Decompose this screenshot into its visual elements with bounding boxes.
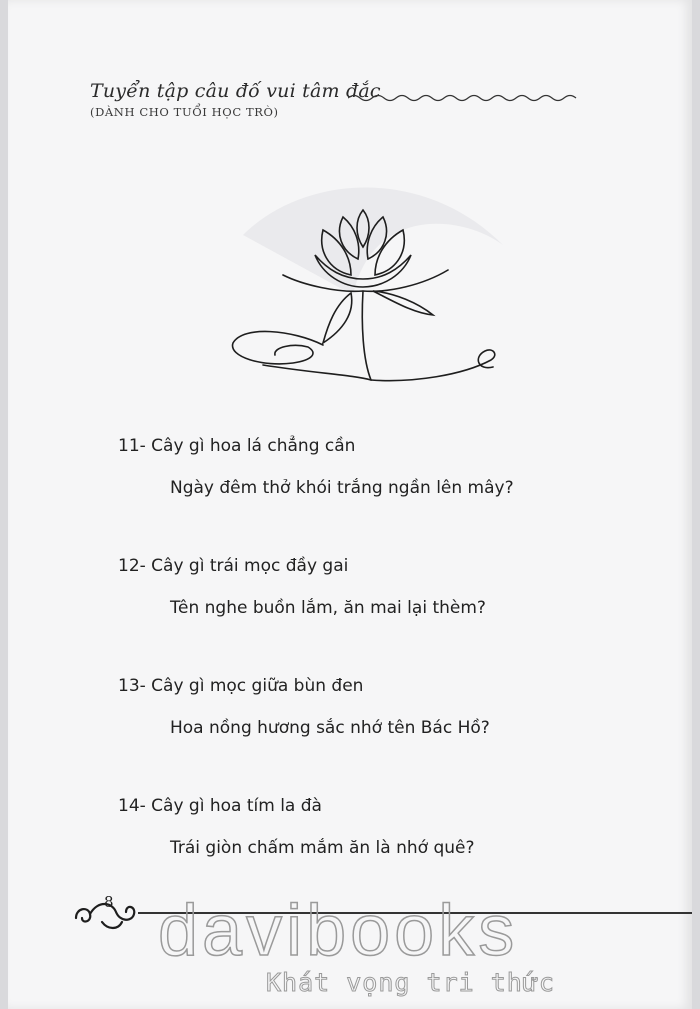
book-subtitle: (DÀNH CHO TUỔI HỌC TRÒ) [90, 105, 279, 119]
riddle-question: 14- Cây gì hoa tím la đà [118, 796, 322, 816]
riddle-question: Ngày đêm thở khói trắng ngần lên mây? [170, 478, 514, 498]
riddle-question: Tên nghe buồn lắm, ăn mai lại thèm? [170, 598, 486, 618]
book-title: Tuyển tập câu đố vui tâm đắc [90, 80, 381, 102]
page-header [90, 80, 381, 119]
riddle-question: 13- Cây gì mọc giữa bùn đen [118, 676, 364, 696]
riddle-12 [118, 556, 486, 618]
watermark-brand: davibooks [158, 891, 519, 971]
riddle-question: Trái giòn chấm mắm ăn là nhớ quê? [170, 838, 475, 858]
book-page [8, 0, 692, 1009]
riddle-13 [118, 676, 490, 738]
lotus-flower-icon [223, 175, 513, 395]
watermark-slogan: Khát vọng tri thức [266, 968, 555, 997]
riddle-question: 11- Cây gì hoa lá chẳng cần [118, 436, 356, 456]
header-wave-divider [348, 88, 578, 108]
riddle-11 [118, 436, 514, 498]
riddle-14 [118, 796, 475, 858]
riddle-question: Hoa nồng hương sắc nhớ tên Bác Hồ? [170, 718, 490, 738]
page-number: 8 [104, 893, 114, 911]
riddle-question: 12- Cây gì trái mọc đầy gai [118, 556, 349, 576]
